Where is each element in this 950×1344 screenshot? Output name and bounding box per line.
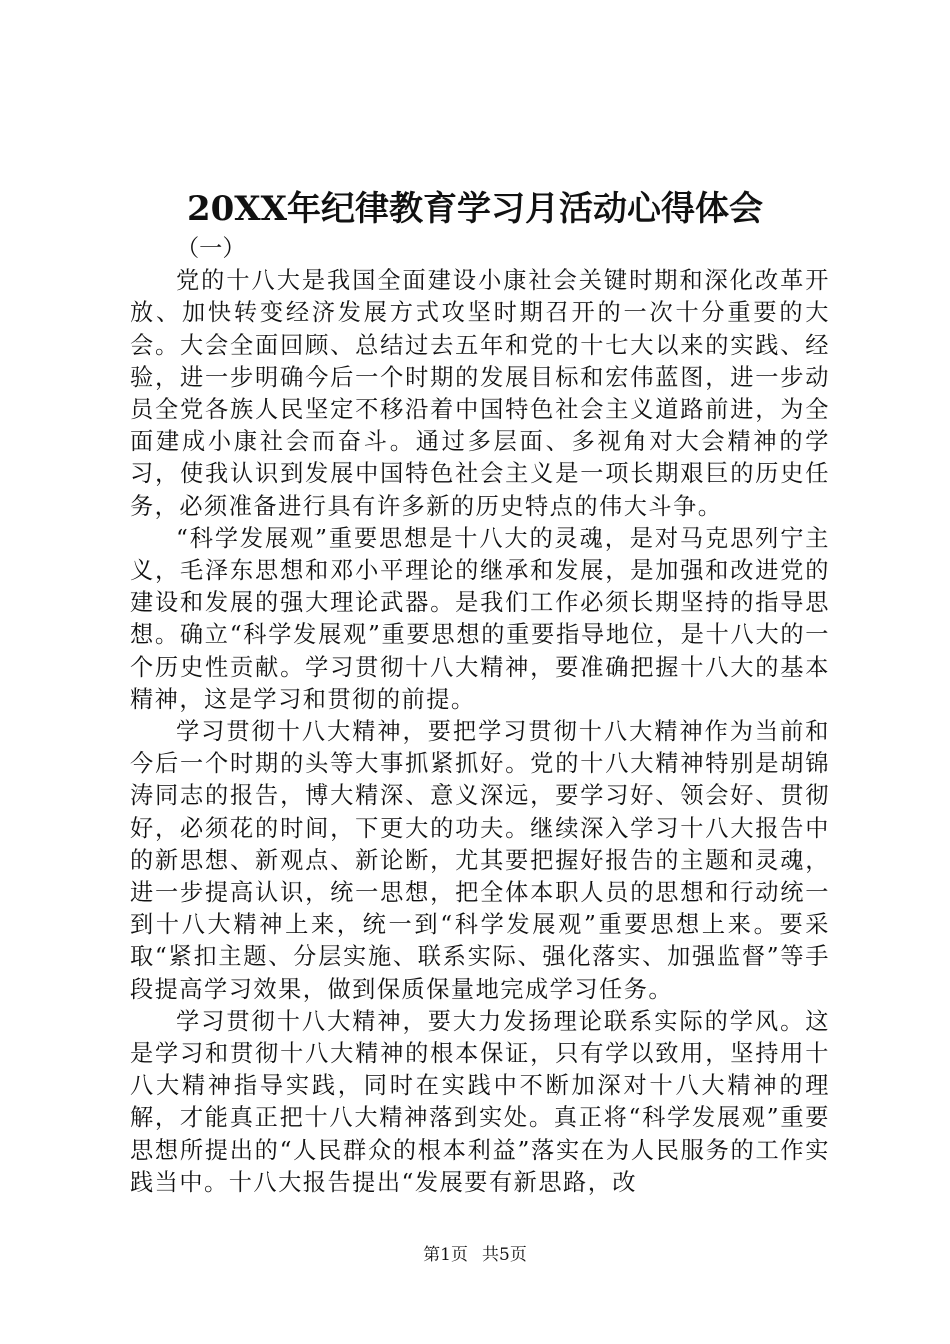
paragraph-2: “科学发展观”重要思想是十八大的灵魂，是对马克思列宁主义，毛泽东思想和邓小平理论的继承和发展，是加强和改进党的建设和发展的强大理论武器。是我们工作必须长期坚持的指导思想。确立“科学发展观”重要思想的重要指导地位，是十八大的一个历史性贡献。学习贯彻十八大精神，要准确把握十八大的基本精神，这是学习和贯彻的前提。 xyxy=(130,524,830,713)
paragraph-4: 学习贯彻十八大精神，要大力发扬理论联系实际的学风。这是学习和贯彻十八大精神的根本保证，只有学以致用，坚持用十八大精神指导实践，同时在实践中不断加深对十八大精神的理解，才能真正把十八大精神落到实处。真正将“科学发展观”重要思想所提出的“人民群众的根本利益”落实在为人民服务的工作实践当中。十八大报告提出“发展要有新思路，改 xyxy=(130,1007,830,1196)
page-number-total: 共5页 xyxy=(482,1245,527,1265)
page-footer xyxy=(0,1243,950,1267)
page-number-current: 第1页 xyxy=(423,1245,468,1265)
paragraph-1: 党的十八大是我国全面建设小康社会关键时期和深化改革开放、加快转变经济发展方式攻坚时期召开的一次十分重要的大会。大会全面回顾、总结过去五年和党的十七大以来的实践、经验，进一步明确今后一个时期的发展目标和宏伟蓝图，进一步动员全党各族人民坚定不移沿着中国特色社会主义道路前进，为全面建成小康社会而奋斗。通过多层面、多视角对大会精神的学习，使我认识到发展中国特色社会主义是一项长期艰巨的历史任务，必须准备进行具有许多新的历史特点的伟大斗争。 xyxy=(130,267,830,520)
section-label: （一） xyxy=(176,235,246,262)
paragraph-3: 学习贯彻十八大精神，要把学习贯彻十八大精神作为当前和今后一个时期的头等大事抓紧抓好。党的十八大精神特别是胡锦涛同志的报告，博大精深、意义深远，要学习好、领会好、贯彻好，必须花的时间，下更大的功夫。继续深入学习十八大报告中的新思想、新观点、新论断，尤其要把握好报告的主题和灵魂，进一步提高认识，统一思想，把全体本职人员的思想和行动统一到十八大精神上来，统一到“科学发展观”重要思想上来。要采取“紧扣主题、分层实施、联系实际、强化落实、加强监督”等手段提高学习效果，做到保质保量地完成学习任务。 xyxy=(130,718,830,1003)
document-body xyxy=(130,233,830,1199)
document-title: 20XX年纪律教育学习月活动心得体会 xyxy=(186,189,764,229)
